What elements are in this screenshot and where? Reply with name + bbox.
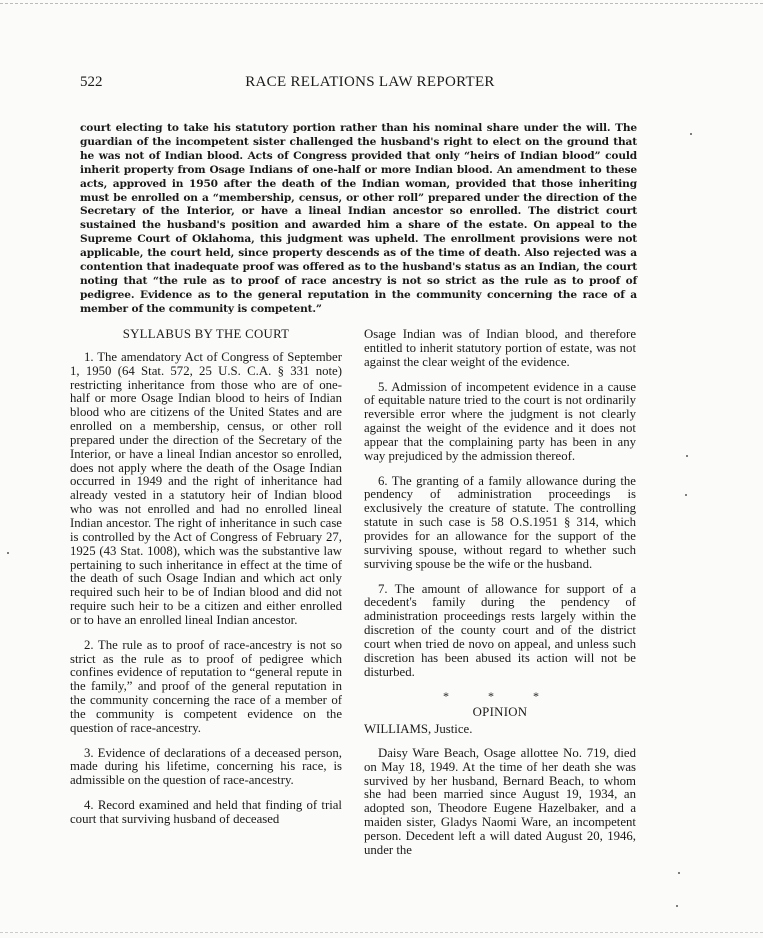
opinion-heading: OPINION [472,705,528,720]
opinion-author: WILLIAMS, Justice. [364,722,473,737]
scan-edge-top [0,3,763,5]
syllabus-paragraph-4-start: 4. Record examined and held that finding of trial court that surviving husband of deceased [70,798,342,826]
section-separator: * * * [443,689,557,704]
syllabus-paragraph-7: 7. The amount of allowance for support of a decedent's family during the pendency of administration proceedings rests largely within the discretion of the county court and of the district court when tried de novo on appeal, and unless such discretion has been abused its action will not be disturbed. [364,581,636,679]
syllabus-paragraph-6: 6. The granting of a family allowance during the pendency of administration proceedings is exclusively the creature of statute. The controlling statute in such case is 58 O.S.1951 § 314, which provides for an allowance for the support of the surviving spouse, without regard to whether such surviving spouse be the wife or the husband. [364,473,636,571]
case-summary: court electing to take his statutory portion rather than his nominal share under the will. The guardian of the incompetent sister challenged the husband's right to elect on the ground that he was not of Indian blood. Acts of Congress provided that only “heirs of Indian blood” could inherit property from Osage Indians of one-half or more Indian blood. An amendment to these acts, approved in 1950 after the death of the Indian woman, provided that those inheriting must be enrolled on a “membership, census, or other roll” prepared under the direction of the Secretary of the Interior, or have a lineal Indian ancestor so enrolled. The district court sustained the husband's position and awarded him a share of the estate. On appeal to the Supreme Court of Oklahoma, this judgment was upheld. The enrollment provisions were not applicable, the court held, since property descends as of the time of death. Also rejected was a contention that inadequate proof was offered as to the husband's status as an Indian, the court noting that “the rule as to proof of race ancestry is not so strict as the rule as to proof of pedigree. Evidence as to the general reputation in the community concerning the race of a member of the community is competent.” [80,122,637,315]
page-number: 522 [80,74,103,90]
syllabus-paragraph-3: 3. Evidence of declarations of a deceased person, made during his lifetime, concerning his race, is admissible on the question of race-ancestry. [70,745,342,788]
syllabus-heading: SYLLABUS BY THE COURT [122,327,290,341]
page-header [80,74,640,91]
running-title: RACE RELATIONS LAW REPORTER [245,74,495,90]
opinion-paragraph-1: Daisy Ware Beach, Osage allottee No. 719, died on May 18, 1949. At the time of her death she was survived by her husband, Bernard Beach, to whom she had been married since August 19, 1934, an adopted son, Theodore Eugene Hazelbaker, and a maiden sister, Gladys Naomi Ware, an incompetent person. Decedent left a will dated August 20, 1946, under the [364,745,636,857]
syllabus-paragraph-5: 5. Admission of incompetent evidence in a cause of equitable nature tried to the court is not ordinarily reversible error where the judgment is not clearly against the weight of the evidence and it does not appear that the complaining party has been in any way prejudiced by the admission thereof. [364,379,636,463]
scan-edge-bottom [0,932,763,934]
right-column [364,328,636,869]
left-column [70,328,342,838]
syllabus-paragraph-2: 2. The rule as to proof of race-ancestry is not so strict as the rule as to proof of pedigree which confines evidence of reputation to “general repute in the family,” and proof of the general reputation in the community concerning the race of a member of the community is competent evidence on the question of race-ancestry. [70,637,342,735]
syllabus-paragraph-1: 1. The amendatory Act of Congress of September 1, 1950 (64 Stat. 572, 25 U.S. C.A. § 331 note) restricting inheritance from those who are of one-half or more Osage Indian blood to heirs of Indian blood who are citizens of the United States and are enrolled on a membership, census, or other roll prepared under the direction of the Secretary of the Interior, or have a lineal Indian ancestor so enrolled, does not apply where the death of the Osage Indian occurred in 1949 and the right of inheritance had already vested in a statutory heir of Indian blood who was not enrolled and had no enrolled lineal Indian ancestor. The right of inheritance in such case is controlled by the Act of Congress of February 27, 1925 (43 Stat. 1008), which was the substantive law pertaining to such inheritance in effect at the time of the death of such Osage Indian and which act only required such heir to be of Indian blood and did not require such heir to be a citizen and either enrolled or to have an enrolled lineal Indian ancestor. [70,349,342,627]
syllabus-paragraph-4-continued: Osage Indian was of Indian blood, and therefore entitled to inherit statutory portion of estate, was not against the clear weight of the evidence. [364,327,636,369]
